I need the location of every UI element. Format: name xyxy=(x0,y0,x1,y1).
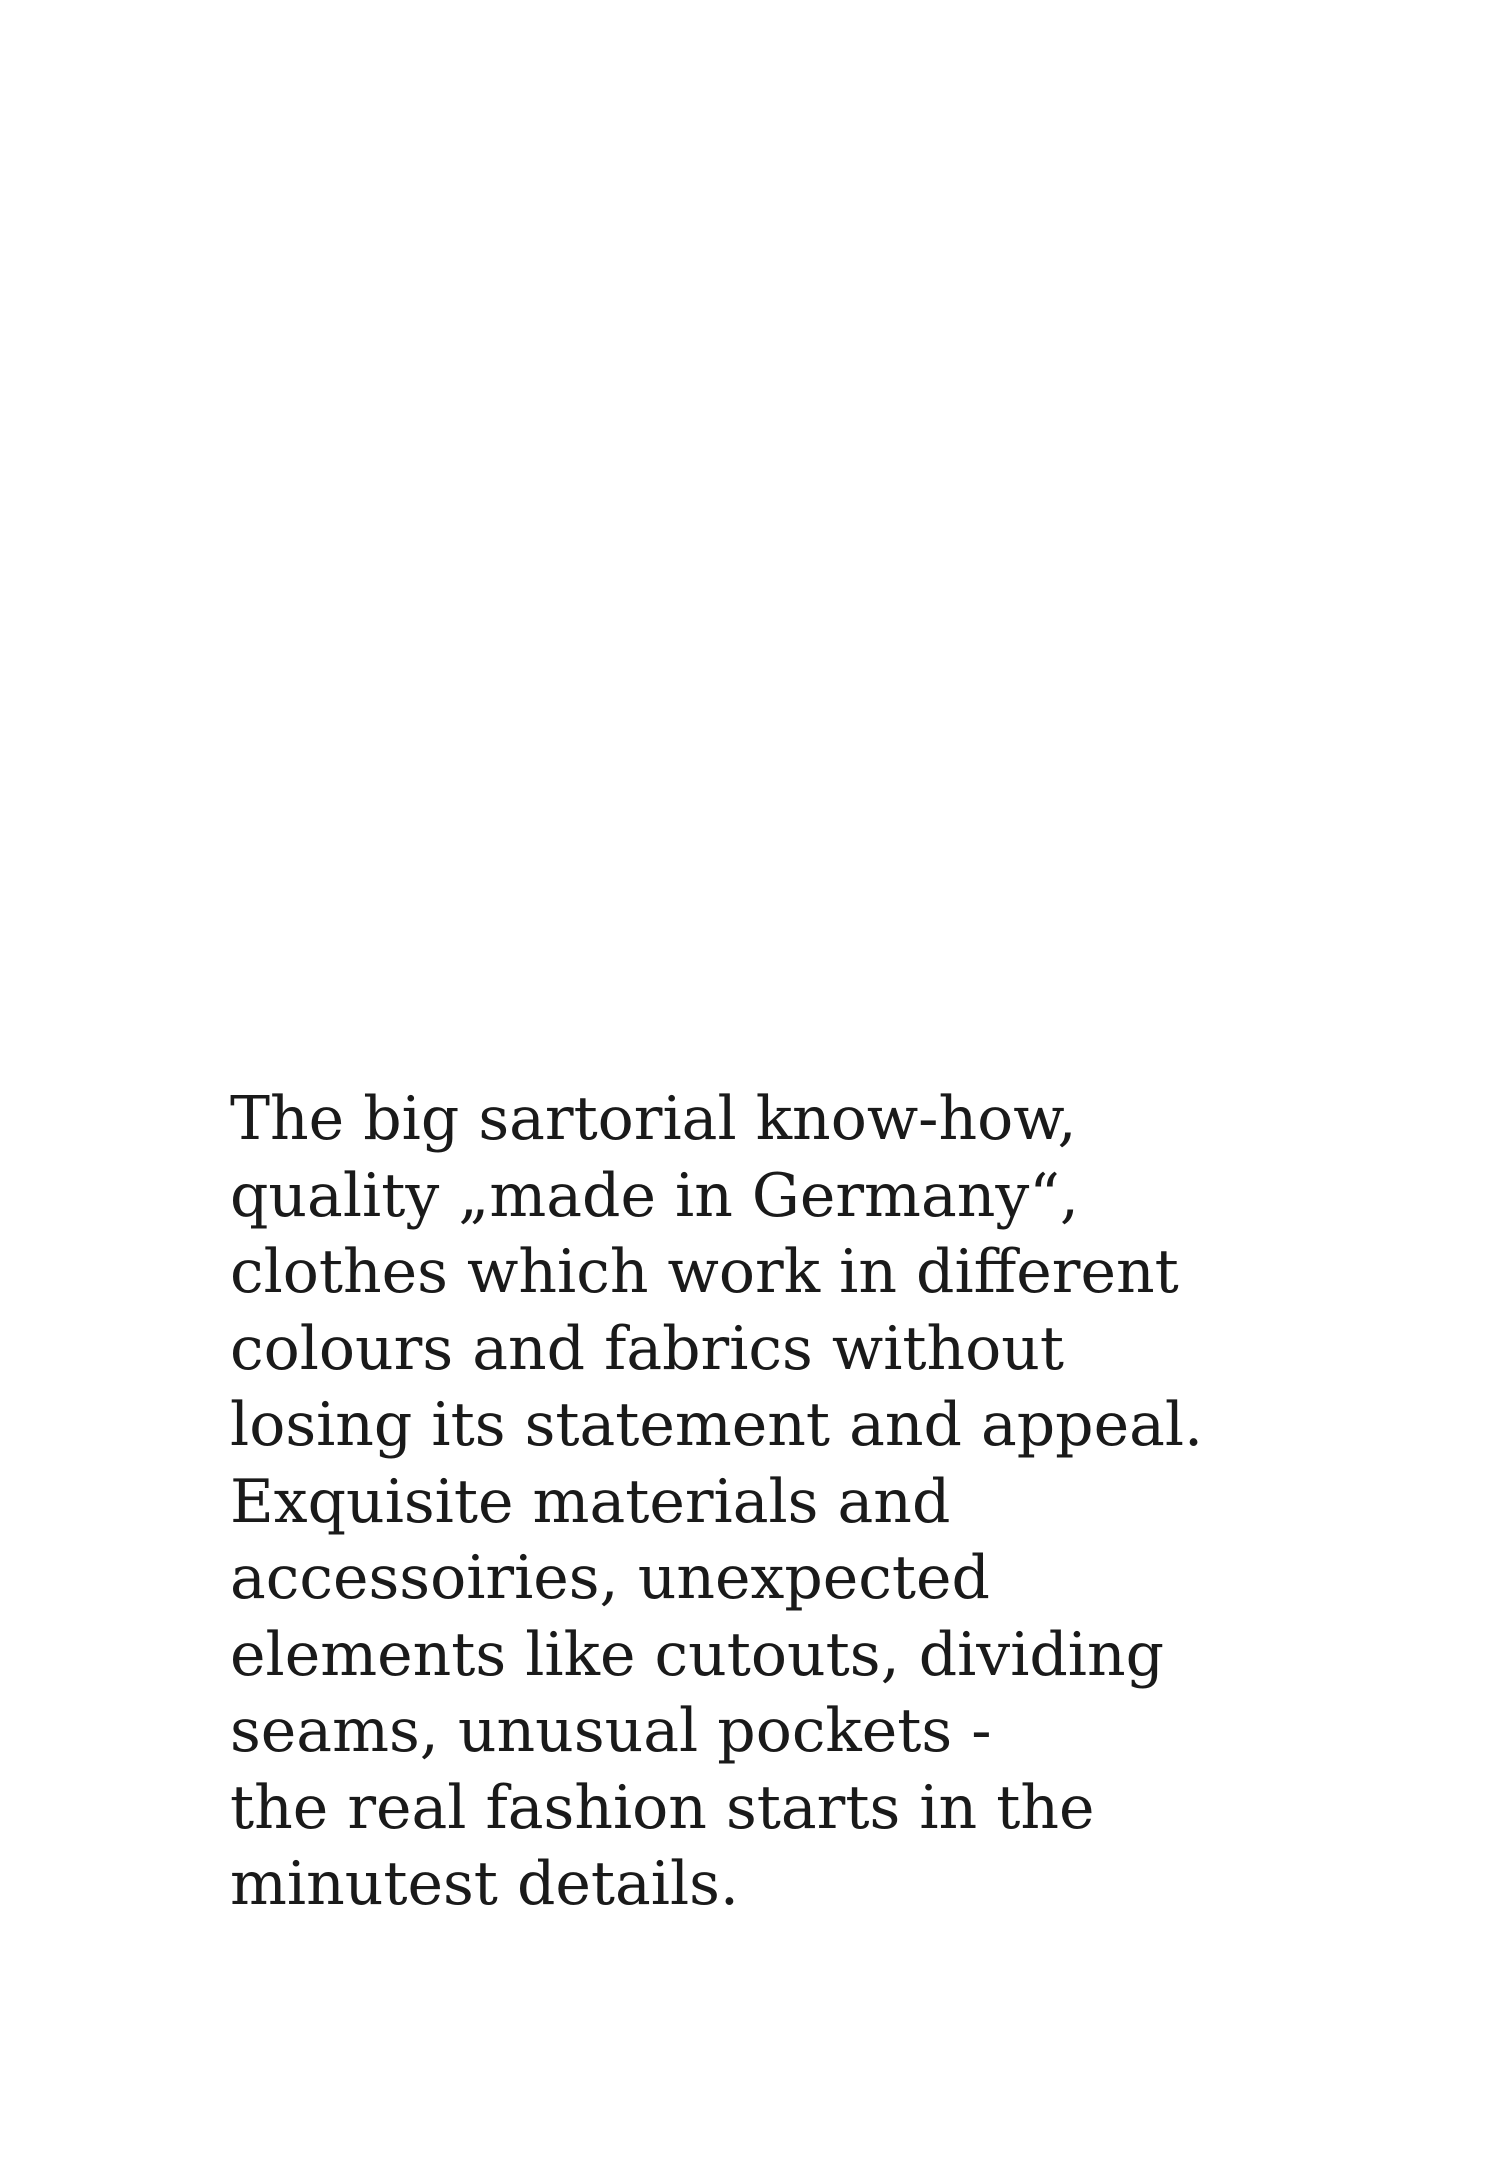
paragraph-line: The big sartorial know-how, xyxy=(230,1084,1077,1154)
paragraph-line: accessoiries, unexpected xyxy=(230,1543,990,1613)
paragraph-line: losing its statement and appeal. xyxy=(230,1390,1204,1460)
paragraph-line: quality „made in Germany“, xyxy=(230,1160,1079,1231)
paragraph-line: clothes which work in different xyxy=(230,1237,1179,1307)
body-paragraph xyxy=(230,1081,1330,1923)
paragraph-line: colours and fabrics without xyxy=(230,1313,1065,1384)
paragraph-line: elements like cutouts, dividing xyxy=(230,1619,1165,1690)
paragraph-line: Exquisite materials and xyxy=(230,1466,951,1537)
paragraph-line: minutest details. xyxy=(230,1849,740,1919)
paragraph-line: seams, unusual pockets - xyxy=(230,1696,992,1766)
paragraph-line: the real fashion starts in the xyxy=(230,1772,1095,1843)
